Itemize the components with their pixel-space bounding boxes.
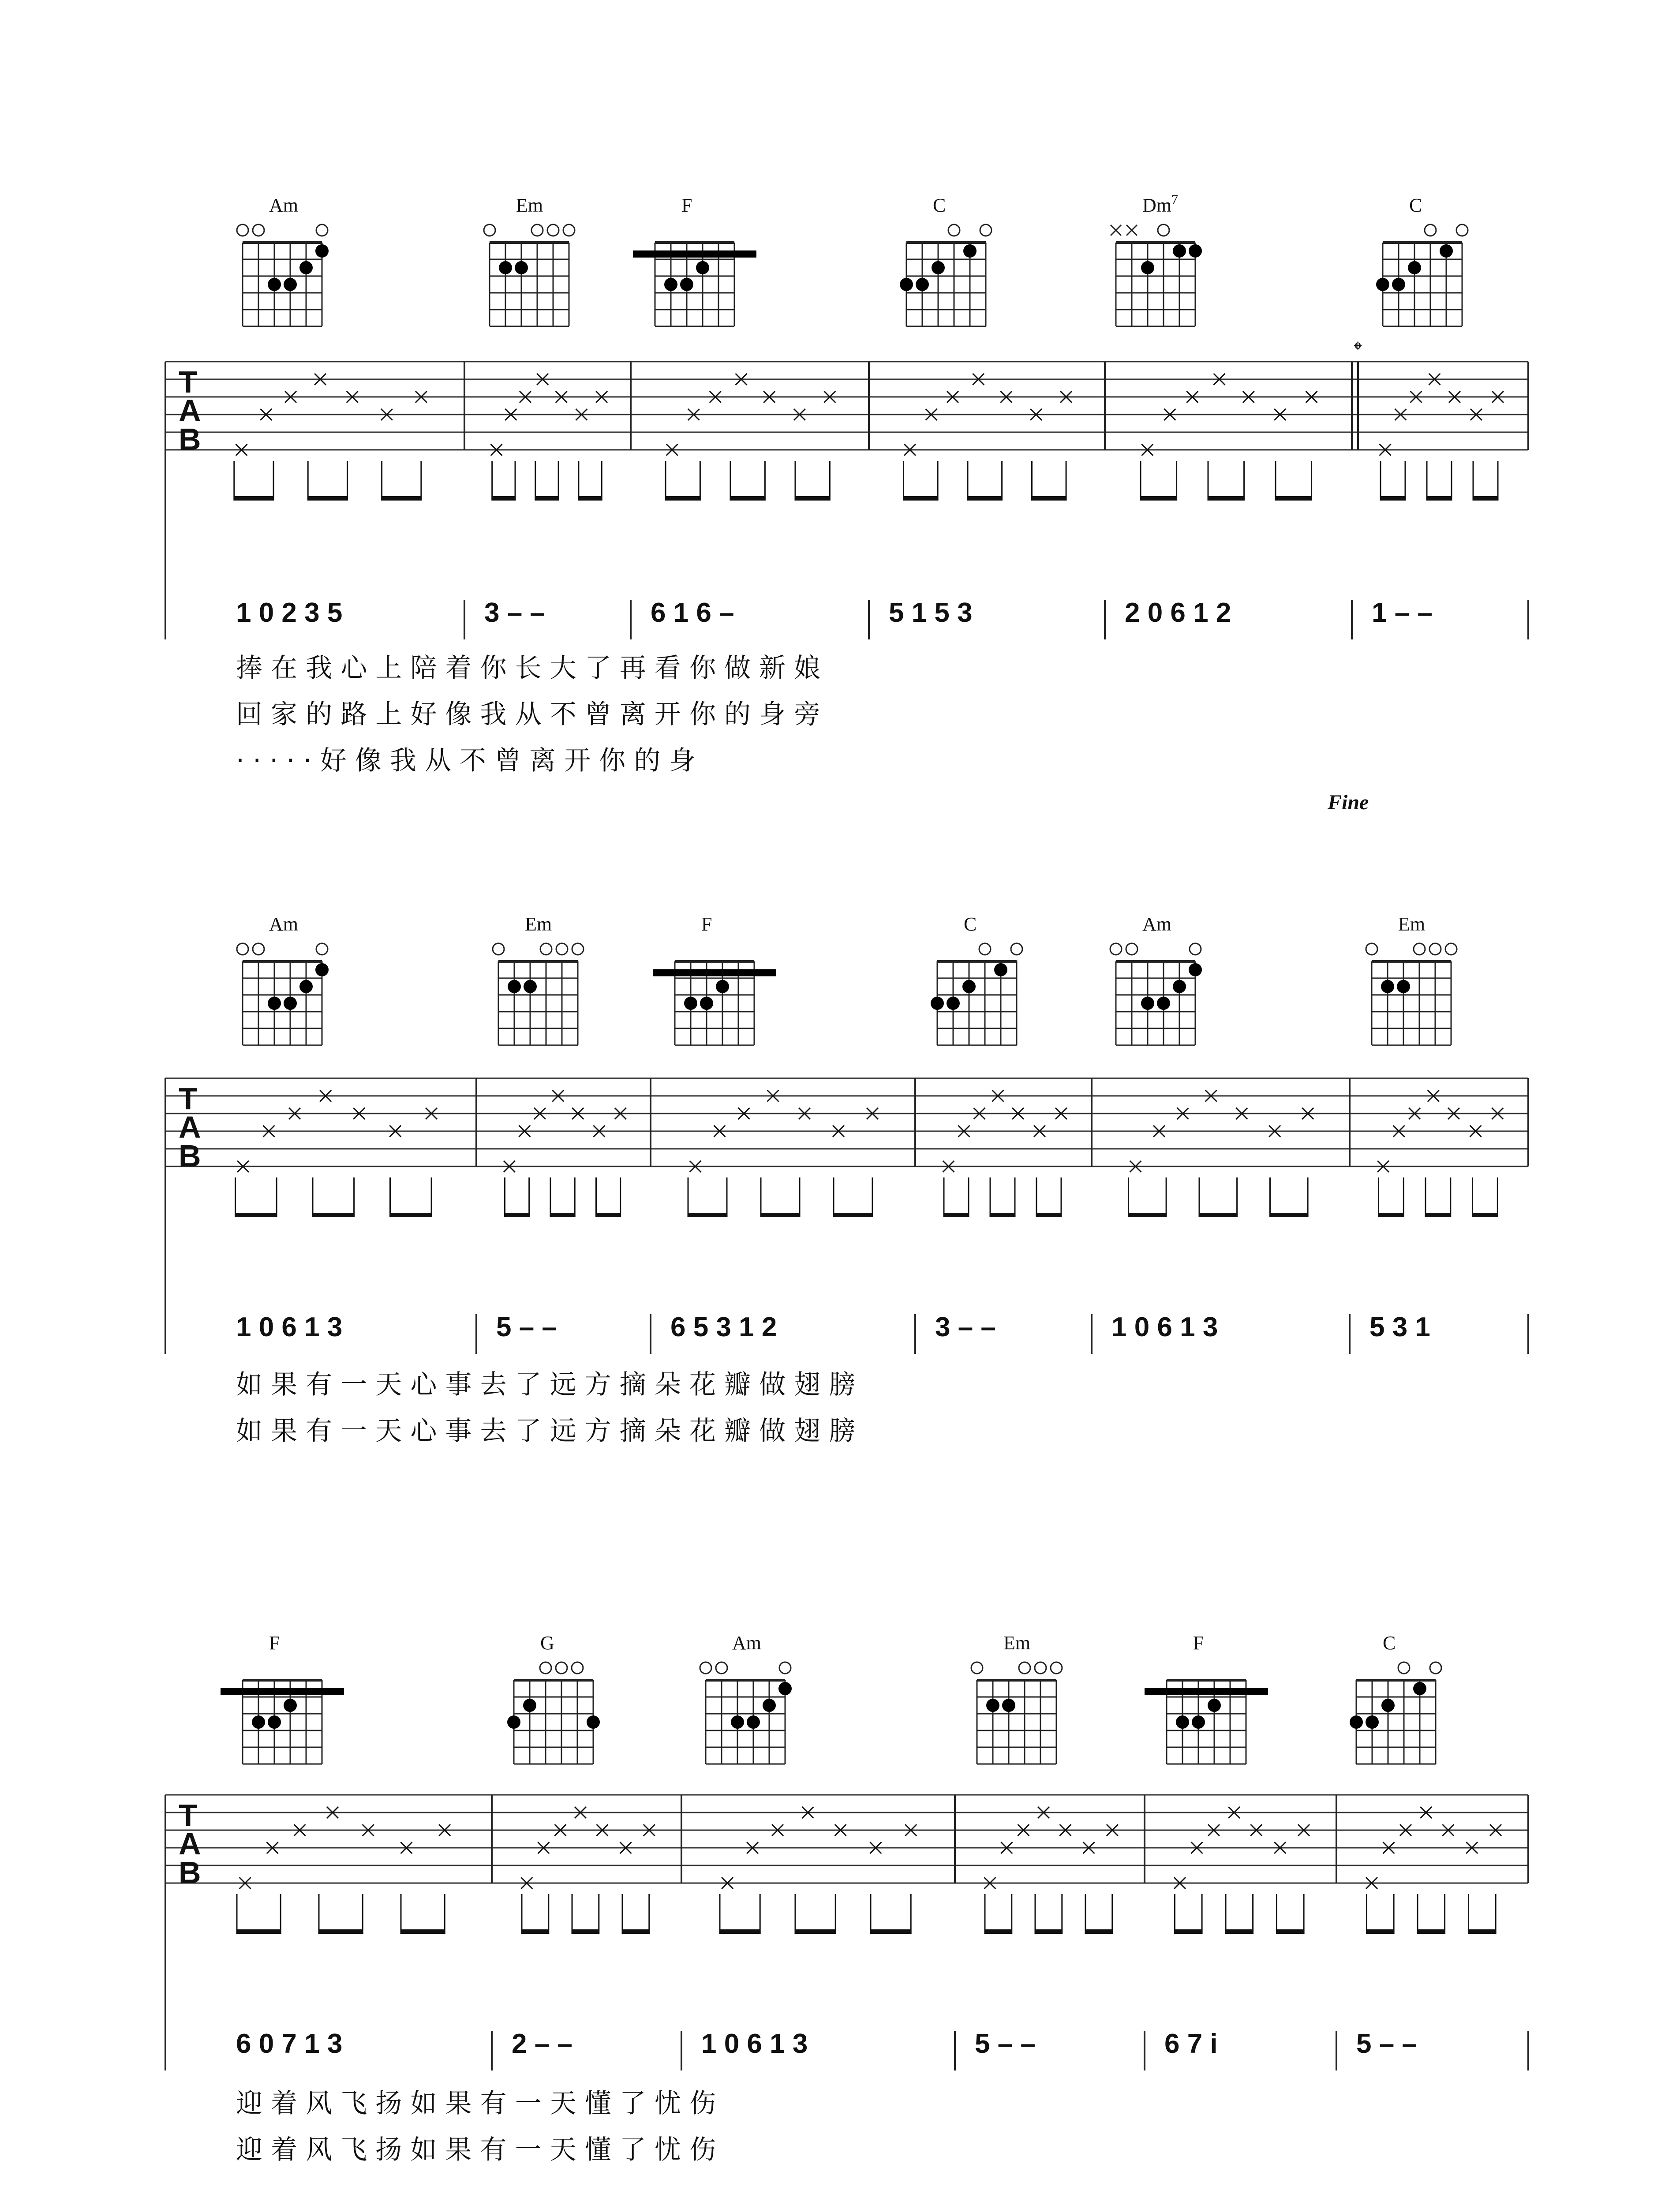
chord-name: F <box>1193 1632 1204 1654</box>
measure-2 <box>484 374 607 628</box>
open-string-icon <box>980 224 992 236</box>
open-string-icon <box>237 943 248 955</box>
jianpu-notation: 5 3 1 <box>1369 1312 1430 1342</box>
measure-4 <box>889 374 1072 628</box>
open-string-icon <box>1429 943 1441 955</box>
finger-dot <box>268 1715 281 1729</box>
coda-icon: 𝄌 <box>1354 337 1362 362</box>
jianpu-notation: 5 – – <box>1356 2029 1417 2059</box>
finger-dot <box>284 997 297 1010</box>
note-beam <box>1226 1929 1253 1934</box>
finger-dot <box>900 278 913 291</box>
lyric-line: 迎 着 风 飞 扬 如 果 有 一 天 懂 了 忧 伤 <box>236 2134 716 2165</box>
finger-dot <box>515 261 528 274</box>
measure-4 <box>975 1807 1118 2059</box>
measure-6 <box>1369 1090 1503 1342</box>
open-string-icon <box>556 1662 567 1674</box>
measure-6 <box>1372 374 1504 628</box>
note-beam <box>1473 496 1498 501</box>
jianpu-notation: 6 1 6 – <box>651 598 734 628</box>
system-2 <box>165 913 1528 1446</box>
note-beam <box>535 496 558 501</box>
note-beam <box>1035 1929 1062 1934</box>
chord-name: F <box>269 1632 280 1654</box>
tab-clef-t: T <box>179 365 198 399</box>
jianpu-notation: 6 5 3 1 2 <box>670 1312 777 1342</box>
finger-dot <box>680 278 693 291</box>
chord-diagram-4 <box>931 913 1022 1045</box>
open-string-icon <box>531 224 543 236</box>
finger-dot <box>508 980 521 993</box>
note-beam <box>1199 1213 1237 1217</box>
finger-dot <box>1381 1699 1395 1712</box>
finger-dot <box>1392 278 1405 291</box>
open-string-icon <box>716 1662 727 1674</box>
open-string-icon <box>1190 943 1201 955</box>
note-beam <box>313 1213 354 1217</box>
note-beam <box>904 496 938 501</box>
note-beam <box>505 1213 529 1217</box>
open-string-icon <box>540 943 552 955</box>
measure-5 <box>1111 1090 1313 1342</box>
note-beam <box>1426 1213 1451 1217</box>
finger-dot <box>587 1715 600 1729</box>
note-beam <box>985 1929 1012 1934</box>
finger-dot <box>1397 980 1410 993</box>
finger-dot <box>1176 1715 1189 1729</box>
chord-diagram-5 <box>1145 1632 1268 1764</box>
note-beam <box>730 496 765 501</box>
open-string-icon <box>979 943 991 955</box>
note-beam <box>834 1213 872 1217</box>
measure-3 <box>670 1090 878 1342</box>
open-string-icon <box>1051 1662 1062 1674</box>
chord-name: C <box>964 913 977 935</box>
finger-dot <box>524 980 537 993</box>
note-beam <box>990 1213 1015 1217</box>
tab-clef-a: A <box>179 1827 201 1861</box>
tab-clef <box>179 365 201 456</box>
chord-diagram-6 <box>1350 1632 1441 1764</box>
finger-dot <box>268 278 281 291</box>
finger-dot <box>664 278 677 291</box>
finger-dot <box>1208 1699 1221 1712</box>
finger-dot <box>1173 244 1186 258</box>
finger-dot <box>763 1699 776 1712</box>
chord-name: Em <box>516 194 543 216</box>
note-beam <box>1367 1929 1394 1934</box>
finger-dot <box>507 1715 520 1729</box>
finger-dot <box>1366 1715 1379 1729</box>
note-beam <box>1379 1213 1404 1217</box>
open-string-icon <box>1430 1662 1441 1674</box>
note-beam <box>1141 496 1177 501</box>
finger-dot <box>1141 261 1154 274</box>
chord-diagram-5 <box>1111 192 1202 326</box>
note-beam <box>795 1929 835 1934</box>
finger-dot <box>268 997 281 1010</box>
chord-diagram-2 <box>507 1632 600 1764</box>
finger-dot <box>1376 278 1389 291</box>
chord-diagram-1 <box>237 913 329 1045</box>
finger-dot <box>1002 1699 1015 1712</box>
measure-6 <box>1356 1807 1501 2059</box>
chord-name: C <box>1409 194 1422 216</box>
finger-dot <box>315 963 329 976</box>
open-string-icon <box>556 943 568 955</box>
note-beam <box>1469 1929 1496 1934</box>
note-beam <box>492 496 515 501</box>
chord-diagram-3 <box>700 1632 792 1764</box>
chord-diagram-6 <box>1366 913 1457 1045</box>
open-string-icon <box>547 224 559 236</box>
open-string-icon <box>572 943 584 955</box>
finger-dot <box>299 980 313 993</box>
open-string-icon <box>493 943 504 955</box>
finger-dot <box>1408 261 1421 274</box>
chord-name: Em <box>525 913 552 935</box>
muted-string-icon <box>1126 225 1137 235</box>
open-string-icon <box>1398 1662 1410 1674</box>
jianpu-notation: 1 – – <box>1372 598 1433 628</box>
open-string-icon <box>1414 943 1425 955</box>
note-beam <box>390 1213 432 1217</box>
lyric-line: 如 果 有 一 天 心 事 去 了 远 方 摘 朵 花 瓣 做 翅 膀 <box>236 1416 856 1446</box>
chord-name: Dm$^7$ <box>1142 192 1178 216</box>
jianpu-notation: 5 1 5 3 <box>889 598 973 628</box>
finger-dot <box>1440 244 1453 258</box>
chord-name: C <box>933 194 946 216</box>
note-beam <box>761 1213 800 1217</box>
open-string-icon <box>948 224 960 236</box>
measure-1 <box>236 1090 438 1342</box>
note-beam <box>579 496 602 501</box>
finger-dot <box>716 980 729 993</box>
note-beam <box>237 1929 281 1934</box>
open-string-icon <box>316 224 328 236</box>
finger-dot <box>696 261 709 274</box>
open-string-icon <box>971 1662 983 1674</box>
measure-3 <box>701 1807 917 2059</box>
tab-clef-a: A <box>179 1110 201 1144</box>
finger-dot <box>1189 244 1202 258</box>
chord-barre <box>653 969 776 976</box>
chord-diagram-1 <box>221 1632 344 1764</box>
open-string-icon <box>1445 943 1457 955</box>
note-beam <box>1276 496 1312 501</box>
chord-name: Em <box>1398 913 1426 935</box>
note-beam <box>944 1213 969 1217</box>
finger-dot <box>778 1682 792 1695</box>
tab-clef-b: B <box>179 1855 201 1890</box>
finger-dot <box>931 997 944 1010</box>
chord-diagram-4 <box>900 194 992 326</box>
finger-dot <box>684 997 697 1010</box>
chord-superscript: 7 <box>1171 192 1178 207</box>
open-string-icon <box>1456 224 1468 236</box>
note-beam <box>1032 496 1066 501</box>
note-beam <box>666 496 700 501</box>
note-beam <box>688 1213 727 1217</box>
chord-name: G <box>540 1632 554 1654</box>
lyric-line: 捧 在 我 心 上 陪 着 你 长 大 了 再 看 你 做 新 娘 <box>236 653 821 684</box>
chord-name: C <box>1383 1632 1396 1654</box>
note-beam <box>1208 496 1244 501</box>
open-string-icon <box>1366 943 1377 955</box>
open-string-icon <box>1158 224 1169 236</box>
open-string-icon <box>237 224 248 236</box>
tab-clef-a: A <box>179 393 201 428</box>
jianpu-notation: 6 0 7 1 3 <box>236 2029 343 2059</box>
jianpu-notation: 5 – – <box>496 1312 557 1342</box>
jianpu-notation: 3 – – <box>484 598 545 628</box>
open-string-icon <box>1126 943 1137 955</box>
note-beam <box>1427 496 1452 501</box>
note-beam <box>720 1929 760 1934</box>
finger-dot <box>1157 997 1170 1010</box>
chord-diagram-2 <box>484 194 575 326</box>
finger-dot <box>1381 980 1394 993</box>
chord-name: Am <box>269 913 298 935</box>
jianpu-notation: 5 – – <box>975 2029 1036 2059</box>
finger-dot <box>315 244 329 258</box>
note-beam <box>319 1929 363 1934</box>
jianpu-notation: 2 0 6 1 2 <box>1125 598 1231 628</box>
open-string-icon <box>1011 943 1022 955</box>
chord-name: Em <box>1003 1632 1031 1654</box>
chord-barre <box>1145 1688 1268 1695</box>
open-string-icon <box>1019 1662 1030 1674</box>
finger-dot <box>962 980 976 993</box>
finger-dot <box>986 1699 999 1712</box>
finger-dot <box>252 1715 265 1729</box>
jianpu-notation: 2 – – <box>512 2029 572 2059</box>
open-string-icon <box>484 224 495 236</box>
note-beam <box>1129 1213 1167 1217</box>
chord-name: Am <box>1142 913 1171 935</box>
finger-dot <box>963 244 977 258</box>
note-beam <box>522 1929 549 1934</box>
note-beam <box>1473 1213 1498 1217</box>
chord-diagram-3 <box>653 913 776 1045</box>
note-beam <box>550 1213 575 1217</box>
jianpu-notation: 1 0 6 1 3 <box>236 1312 343 1342</box>
finger-dot <box>700 997 713 1010</box>
jianpu-notation: 1 0 6 1 3 <box>701 2029 808 2059</box>
chord-diagram-5 <box>1110 913 1202 1045</box>
open-string-icon <box>253 224 264 236</box>
measure-5 <box>1164 1807 1310 2059</box>
note-beam <box>871 1929 911 1934</box>
open-string-icon <box>572 1662 583 1674</box>
chord-name: Am <box>732 1632 761 1654</box>
note-beam <box>572 1929 599 1934</box>
lyric-line: 如 果 有 一 天 心 事 去 了 远 方 摘 朵 花 瓣 做 翅 膀 <box>236 1369 856 1400</box>
note-beam <box>234 496 273 501</box>
note-beam <box>795 496 830 501</box>
finger-dot <box>1350 1715 1363 1729</box>
finger-dot <box>523 1699 536 1712</box>
chord-diagram-3 <box>633 194 756 326</box>
tab-clef <box>179 1798 201 1890</box>
finger-dot <box>1141 997 1154 1010</box>
open-string-icon <box>700 1662 711 1674</box>
finger-dot <box>284 278 297 291</box>
finger-dot <box>932 261 945 274</box>
note-beam <box>622 1929 649 1934</box>
measure-2 <box>496 1090 626 1342</box>
note-beam <box>1085 1929 1112 1934</box>
open-string-icon <box>316 943 328 955</box>
note-beam <box>1381 496 1405 501</box>
chord-diagram-1 <box>237 194 329 326</box>
chord-diagram-4 <box>971 1632 1062 1764</box>
open-string-icon <box>253 943 264 955</box>
note-beam <box>1277 1929 1304 1934</box>
chord-diagram-6 <box>1376 194 1468 326</box>
note-beam <box>236 1213 277 1217</box>
finger-dot <box>916 278 929 291</box>
measure-1 <box>234 374 427 628</box>
finger-dot <box>731 1715 744 1729</box>
jianpu-notation: 1 0 6 1 3 <box>1111 1312 1218 1342</box>
note-beam <box>1418 1929 1445 1934</box>
note-beam <box>382 496 421 501</box>
tab-clef <box>179 1081 201 1173</box>
fine-marking: Fine <box>1328 791 1369 814</box>
chord-barre <box>633 250 756 258</box>
tab-clef-b: B <box>179 1139 201 1173</box>
lyric-line: · · · · · 好 像 我 从 不 曾 离 开 你 的 身 <box>236 745 696 776</box>
chord-name: Am <box>269 194 298 216</box>
finger-dot <box>299 261 313 274</box>
finger-dot <box>1192 1715 1205 1729</box>
chord-name: F <box>701 913 712 935</box>
system-3 <box>165 1632 1528 2165</box>
chord-diagram-2 <box>493 913 584 1045</box>
note-beam <box>1175 1929 1202 1934</box>
chord-barre <box>221 1688 344 1695</box>
open-string-icon <box>540 1662 551 1674</box>
lyric-line: 迎 着 风 飞 扬 如 果 有 一 天 懂 了 忧 伤 <box>236 2088 716 2119</box>
finger-dot <box>994 963 1007 976</box>
tab-clef-t: T <box>179 1798 198 1832</box>
open-string-icon <box>563 224 575 236</box>
chord-name: F <box>681 194 692 216</box>
finger-dot <box>1413 1682 1426 1695</box>
open-string-icon <box>1035 1662 1046 1674</box>
open-string-icon <box>1110 943 1122 955</box>
finger-dot <box>747 1715 760 1729</box>
jianpu-notation: 6 7 i <box>1164 2029 1218 2059</box>
measure-2 <box>512 1807 655 2059</box>
measure-5 <box>1125 374 1317 628</box>
measure-1 <box>236 1807 450 2059</box>
note-beam <box>968 496 1002 501</box>
tab-clef-t: T <box>179 1081 198 1116</box>
open-string-icon <box>1425 224 1436 236</box>
muted-string-icon <box>1111 225 1121 235</box>
tab-clef-b: B <box>179 422 201 456</box>
open-string-icon <box>779 1662 791 1674</box>
lyric-line: 回 家 的 路 上 好 像 我 从 不 曾 离 开 你 的 身 旁 <box>236 699 821 730</box>
measure-3 <box>651 374 835 628</box>
note-beam <box>1270 1213 1308 1217</box>
note-beam <box>401 1929 445 1934</box>
finger-dot <box>1173 980 1186 993</box>
jianpu-notation: 1 0 2 3 5 <box>236 598 343 628</box>
jianpu-notation: 3 – – <box>935 1312 996 1342</box>
note-beam <box>596 1213 621 1217</box>
finger-dot <box>1189 963 1202 976</box>
system-1 <box>165 192 1528 814</box>
finger-dot <box>947 997 960 1010</box>
measure-4 <box>935 1090 1067 1342</box>
finger-dot <box>284 1699 297 1712</box>
note-beam <box>1036 1213 1061 1217</box>
finger-dot <box>499 261 512 274</box>
note-beam <box>308 496 347 501</box>
